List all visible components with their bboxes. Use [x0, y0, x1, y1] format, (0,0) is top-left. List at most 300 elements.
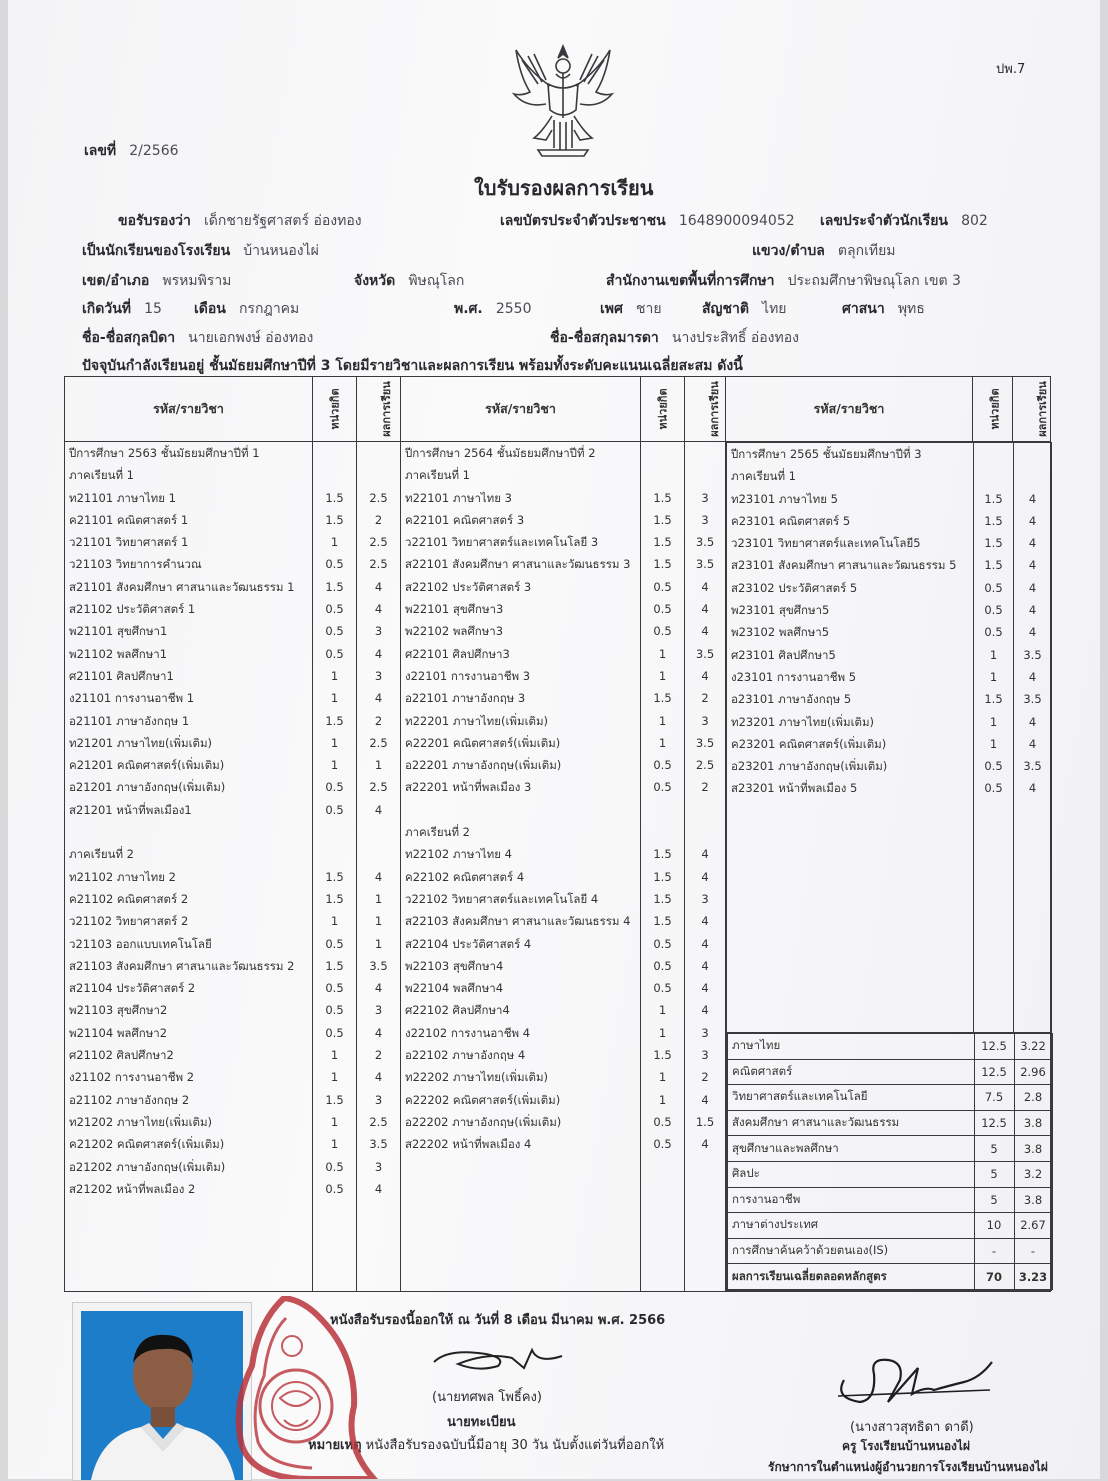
- course-name: ง23101 การงานอาชีพ 5: [731, 669, 857, 684]
- credits-header-1: หน่วยกิต: [313, 377, 357, 442]
- year3-row: [727, 443, 1052, 1033]
- course-grade: 4: [1028, 781, 1037, 796]
- course-credits: 0.5: [325, 802, 344, 817]
- school-line: [82, 240, 319, 262]
- course-credits: 1: [330, 1070, 339, 1085]
- course-name: ส23201 หน้าที่พลเมือง 5: [731, 781, 858, 796]
- course-grade: 2: [374, 713, 383, 728]
- course-grade: 4: [1028, 714, 1037, 729]
- director-title2: รักษาการในตำแหน่งผู้อำนวยการโรงเรียนบ้านหนองไผ่: [768, 1460, 1048, 1474]
- school-seal-icon: [224, 1296, 394, 1479]
- school-value: บ้านหนองไผ่: [243, 243, 319, 259]
- course-name: อ22202 ภาษาอังกฤษ(เพิ่มเติม): [405, 1114, 562, 1129]
- course-name: ส23101 สังคมศึกษา ศาสนาและวัฒนธรรม 5: [731, 558, 957, 573]
- course-name: ว21101 วิทยาศาสตร์ 1: [69, 535, 189, 550]
- course-name: ค22202 คณิตศาสตร์(เพิ่มเติม): [405, 1092, 561, 1107]
- course-name: ภาคเรียนที่ 2: [69, 847, 134, 862]
- course-credits: 1: [658, 646, 667, 661]
- course-grade: 1: [374, 891, 383, 906]
- summary-subject: สุขศึกษาและพลศึกษา: [728, 1136, 975, 1162]
- course-grade: [685, 799, 725, 821]
- id-card-line: [500, 210, 795, 232]
- course-credits: 1.5: [984, 491, 1003, 506]
- course-grade: 4: [1028, 625, 1037, 640]
- course-grade: [685, 821, 725, 843]
- course-credits: 0.5: [653, 981, 672, 996]
- course-credits: 1.5: [653, 847, 672, 862]
- course-name: ส22102 ประวัติศาสตร์ 3: [405, 579, 532, 594]
- course-credits: 1: [330, 1048, 339, 1063]
- year3-subjects: [727, 443, 974, 1033]
- course-name: พ23101 สุขศึกษา5: [731, 603, 830, 618]
- summary-row: [728, 1110, 1053, 1136]
- course-grade: 3: [374, 1003, 383, 1018]
- province-value: พิษณุโลก: [408, 273, 465, 289]
- birth-day-label: เกิดวันที่: [82, 301, 132, 317]
- course-grade: 2.5: [369, 735, 388, 750]
- course-grade: 4: [701, 1003, 709, 1018]
- summary-credits: 10: [975, 1213, 1015, 1239]
- summary-subject: การศึกษาค้นคว้าด้วยตนเอง(IS): [728, 1238, 975, 1264]
- course-credits: 1: [330, 735, 339, 750]
- course-credits: 1.5: [325, 958, 344, 973]
- course-name: ง21102 การงานอาชีพ 2: [69, 1070, 195, 1085]
- mother-line: [550, 327, 799, 349]
- student-no-value: 802: [961, 213, 988, 229]
- year1-grades: [357, 442, 401, 1292]
- course-name: อ22102 ภาษาอังกฤษ 4: [405, 1048, 526, 1063]
- course-grade: 4: [1028, 580, 1037, 595]
- course-credits: 1: [658, 1025, 667, 1040]
- nationality-value: ไทย: [762, 301, 787, 317]
- form-code: ปพ.7: [996, 62, 1026, 77]
- course-name: ว21103 ออกแบบเทคโนโลยี: [69, 936, 212, 951]
- course-grade: [357, 821, 400, 843]
- course-name: พ22104 พลศึกษา4: [405, 981, 504, 996]
- course-grade: 1: [374, 758, 383, 773]
- course-name: พ21103 สุขศึกษา2: [69, 1003, 168, 1018]
- course-grade: 4: [701, 914, 709, 929]
- course-name: ภาคเรียนที่ 2: [405, 825, 470, 840]
- course-name: ค21202 คณิตศาสตร์(เพิ่มเติม): [69, 1137, 225, 1152]
- course-credits: 1.5: [653, 869, 672, 884]
- course-grade: 2: [374, 512, 383, 527]
- course-credits: 1: [658, 735, 667, 750]
- course-grade: 4: [374, 869, 383, 884]
- course-grade: 4: [374, 1070, 383, 1085]
- course-credits: 0.5: [653, 624, 672, 639]
- course-grade: 3.5: [695, 557, 715, 572]
- note-label: หมายเหตุ: [308, 1438, 362, 1453]
- course-name: พ21101 สุขศึกษา1: [69, 624, 168, 639]
- course-grade: [357, 464, 400, 486]
- course-name: ภาคเรียนที่ 1: [405, 468, 470, 483]
- course-grade: 3: [701, 1048, 709, 1063]
- course-grade: 3.5: [695, 535, 715, 550]
- course-credits: 1.5: [325, 869, 344, 884]
- course-credits: 1.5: [325, 891, 344, 906]
- course-name: ส23102 ประวัติศาสตร์ 5: [731, 580, 858, 595]
- course-credits: 1: [330, 535, 339, 550]
- course-credits: 1: [989, 647, 998, 662]
- course-grade: 4: [374, 602, 383, 617]
- school-label: เป็นนักเรียนของโรงเรียน: [82, 243, 231, 259]
- course-name: อ21101 ภาษาอังกฤษ 1: [69, 713, 190, 728]
- year2-grades: [685, 442, 726, 1292]
- director-signature-icon: [830, 1350, 1000, 1410]
- course-name: อ22201 ภาษาอังกฤษ(เพิ่มเติม): [405, 758, 562, 773]
- course-grade: 3.5: [1023, 647, 1042, 662]
- course-name: ง22102 การงานอาชีพ 4: [405, 1025, 531, 1040]
- course-credits: 0.5: [653, 602, 672, 617]
- course-name: ศ22101 ศิลปศึกษา3: [405, 646, 510, 661]
- course-name: ศ22102 ศิลปศึกษา4: [405, 1003, 510, 1018]
- summary-credits: 5: [975, 1187, 1015, 1213]
- course-credits: 1: [989, 714, 998, 729]
- course-grade: 4: [1028, 669, 1037, 684]
- course-credits: 1.5: [984, 558, 1003, 573]
- course-grade: 3: [374, 668, 383, 683]
- summary-subject: การงานอาชีพ: [728, 1187, 975, 1213]
- course-name: พ23102 พลศึกษา5: [731, 625, 830, 640]
- student-no-label: เลขประจำตัวนักเรียน: [820, 213, 949, 229]
- mother-value: นางประสิทธิ์ อ่องทอง: [671, 330, 799, 346]
- course-grade: 3: [701, 490, 709, 505]
- student-no-line: [820, 210, 988, 232]
- summary-credits: 7.5: [975, 1085, 1015, 1111]
- course-credits: 1.5: [653, 490, 672, 505]
- course-name: ส21104 ประวัติศาสตร์ 2: [69, 981, 196, 996]
- certify-label: ขอรับรองว่า: [118, 213, 191, 229]
- summary-subject: ศิลปะ: [728, 1161, 975, 1187]
- course-credits: 1: [330, 1114, 339, 1129]
- course-grade: 2: [374, 1048, 383, 1063]
- subject-header-1: รหัส/รายวิชา: [65, 377, 313, 442]
- course-name: ค21102 คณิตศาสตร์ 2: [69, 891, 189, 906]
- course-grade: 3: [374, 1092, 383, 1107]
- course-name: ปีการศึกษา 2563 ชั้นมัธยมศึกษาปีที่ 1: [69, 446, 260, 460]
- summary-gpa: 3.2: [1015, 1161, 1053, 1187]
- course-name: พ21104 พลศึกษา2: [69, 1025, 168, 1040]
- course-credits: 0.5: [984, 781, 1003, 796]
- summary-row: [728, 1187, 1053, 1213]
- course-credits: 0.5: [653, 579, 672, 594]
- course-credits: 0.5: [653, 758, 672, 773]
- summary-row: [728, 1085, 1053, 1111]
- course-name: ส22103 สังคมศึกษา ศาสนาและวัฒนธรรม 4: [405, 914, 631, 929]
- sex-line: [600, 298, 662, 320]
- year1-credits: [313, 442, 357, 1292]
- grade-header-2: ผลการเรียน: [685, 377, 726, 442]
- course-credits: [313, 442, 356, 464]
- course-credits: 1.5: [653, 691, 672, 706]
- birth-year-line: [454, 298, 532, 320]
- course-grade: 3.5: [1023, 759, 1042, 774]
- current-statement: ปัจจุบันกำลังเรียนอยู่ ชั้นมัธยมศึกษาปีที่ 3 โดยมีรายวิชาและผลการเรียน พร้อมทั้งระดับคะแนนเฉลี่ยสะสม ดังนี้: [82, 358, 743, 374]
- course-grade: [357, 843, 400, 865]
- course-name: ท22201 ภาษาไทย(เพิ่มเติม): [405, 713, 549, 728]
- course-name: ว23101 วิทยาศาสตร์และเทคโนโลยี5: [731, 536, 921, 551]
- course-name: ค23101 คณิตศาสตร์ 5: [731, 513, 851, 528]
- course-grade: 3: [701, 891, 709, 906]
- course-name: ส21101 สังคมศึกษา ศาสนาและวัฒนธรรม 1: [69, 579, 295, 594]
- photo-background: [81, 1311, 243, 1480]
- course-credits: 0.5: [653, 780, 672, 795]
- course-name: ส22104 ประวัติศาสตร์ 4: [405, 936, 532, 951]
- course-name: ค22102 คณิตศาสตร์ 4: [405, 869, 525, 884]
- course-credits: 1.5: [653, 557, 672, 572]
- course-credits: 0.5: [325, 936, 344, 951]
- subdistrict-value: ตลุกเทียม: [837, 243, 896, 259]
- course-name: ภาคเรียนที่ 1: [69, 468, 134, 483]
- summary-credits: 12.5: [975, 1059, 1015, 1085]
- course-grade: 2.5: [369, 535, 388, 550]
- sex-value: ชาย: [636, 301, 662, 317]
- subject-header-3: รหัส/รายวิชา: [726, 377, 973, 442]
- course-name: พ21102 พลศึกษา1: [69, 646, 168, 661]
- subdistrict-line: [752, 240, 896, 262]
- grades-table: [64, 376, 1051, 1292]
- course-grade: 2.5: [695, 758, 715, 773]
- registrar-signature-icon: [428, 1340, 568, 1376]
- course-credits: 1: [330, 1137, 339, 1152]
- summary-gpa: 3.8: [1015, 1136, 1053, 1162]
- course-grade: 1: [374, 936, 383, 951]
- course-grade: 4: [701, 981, 709, 996]
- summary-subject: วิทยาศาสตร์และเทคโนโลยี: [728, 1085, 975, 1111]
- course-name: ส21201 หน้าที่พลเมือง1: [69, 802, 192, 817]
- course-name: ส21202 หน้าที่พลเมือง 2: [69, 1181, 196, 1196]
- course-name: อ21202 ภาษาอังกฤษ(เพิ่มเติม): [69, 1159, 226, 1174]
- course-credits: 1: [658, 668, 667, 683]
- district-label: เขต/อำเภอ: [82, 273, 150, 289]
- course-credits: 1.5: [325, 512, 344, 527]
- course-credits: 0.5: [984, 580, 1003, 595]
- course-credits: 0.5: [325, 780, 344, 795]
- course-grade: 3: [374, 1159, 383, 1174]
- summary-table: [727, 1033, 1053, 1290]
- course-name: ท22202 ภาษาไทย(เพิ่มเติม): [405, 1070, 549, 1085]
- course-grade: 3.5: [695, 735, 715, 750]
- year2-subjects: [401, 442, 641, 1292]
- note-text: หนังสือรับรองฉบับนี้มีอายุ 30 วัน นับตั้งแต่วันที่ออกให้: [365, 1438, 665, 1453]
- director-title1: ครู โรงเรียนบ้านหนองไผ่: [842, 1439, 970, 1453]
- course-credits: 0.5: [325, 1159, 344, 1174]
- course-grade: [685, 464, 725, 486]
- course-grade: 2: [701, 780, 709, 795]
- course-credits: [313, 464, 356, 486]
- religion-label: ศาสนา: [842, 301, 885, 317]
- course-grade: 2.5: [369, 780, 388, 795]
- grade-header-3: ผลการเรียน: [1013, 377, 1051, 442]
- course-credits: 0.5: [325, 557, 344, 572]
- course-grade: 4: [1028, 603, 1037, 618]
- religion-line: [842, 298, 925, 320]
- course-grade: 4: [701, 1092, 709, 1107]
- course-name: ว22101 วิทยาศาสตร์และเทคโนโลยี 3: [405, 535, 599, 550]
- course-credits: 0.5: [325, 624, 344, 639]
- credits-header-2: หน่วยกิต: [641, 377, 685, 442]
- course-credits: 1.5: [653, 891, 672, 906]
- course-grade: 4: [1028, 491, 1037, 506]
- certify-line: [118, 210, 362, 232]
- course-credits: 0.5: [653, 1114, 672, 1129]
- birth-day-value: 15: [144, 301, 162, 317]
- summary-row: [728, 1238, 1053, 1264]
- course-name: อ21201 ภาษาอังกฤษ(เพิ่มเติม): [69, 780, 226, 795]
- course-credits: 1: [989, 669, 998, 684]
- doc-number-value: 2/2566: [129, 143, 179, 159]
- course-credits: 1.5: [653, 512, 672, 527]
- course-grade: 3: [374, 624, 383, 639]
- nationality-label: สัญชาติ: [702, 301, 749, 317]
- year1-subjects: [65, 442, 313, 1292]
- summary-subject: ผลการเรียนเฉลี่ยตลอดหลักสูตร: [728, 1264, 975, 1290]
- course-name: ง21101 การงานอาชีพ 1: [69, 691, 195, 706]
- course-grade: 4: [374, 981, 383, 996]
- course-grade: 4: [701, 847, 709, 862]
- summary-row: [727, 1033, 1052, 1291]
- sex-label: เพศ: [600, 301, 623, 317]
- course-grade: [1014, 465, 1051, 487]
- course-grade: 4: [701, 602, 709, 617]
- id-card-label: เลขบัตรประจำตัวประชาชน: [500, 213, 666, 229]
- course-name: พ22102 พลศึกษา3: [405, 624, 504, 639]
- birth-month-value: กรกฎาคม: [238, 301, 300, 317]
- father-label: ชื่อ-ชื่อสกุลบิดา: [82, 330, 176, 346]
- course-name: ศ23101 ศิลปศึกษา5: [731, 647, 836, 662]
- subject-header-2: รหัส/รายวิชา: [401, 377, 641, 442]
- course-credits: [641, 821, 684, 843]
- summary-gpa: 2.8: [1015, 1085, 1053, 1111]
- student-portrait-icon: [81, 1311, 243, 1480]
- course-grade: 3.5: [369, 958, 388, 973]
- course-name: ศ21102 ศิลปศึกษา2: [69, 1048, 174, 1063]
- course-credits: 1.5: [984, 513, 1003, 528]
- course-credits: 1: [330, 758, 339, 773]
- summary-gpa: 2.67: [1015, 1213, 1053, 1239]
- area-office-line: [606, 270, 961, 292]
- course-name: ส21103 สังคมศึกษา ศาสนาและวัฒนธรรม 2: [69, 958, 295, 973]
- summary-gpa: 3.23: [1015, 1264, 1053, 1290]
- summary-gpa: 3.8: [1015, 1187, 1053, 1213]
- birth-month-label: เดือน: [194, 301, 226, 317]
- religion-value: พุทธ: [897, 301, 925, 317]
- course-credits: 1: [330, 914, 339, 929]
- course-grade: 4: [701, 624, 709, 639]
- credits-header-3: หน่วยกิต: [973, 377, 1013, 442]
- course-name: ว22102 วิทยาศาสตร์และเทคโนโลยี 4: [405, 891, 599, 906]
- area-office-label: สำนักงานเขตพื้นที่การศึกษา: [606, 273, 775, 289]
- summary-gpa: 3.8: [1015, 1110, 1053, 1136]
- course-name: ท22101 ภาษาไทย 3: [405, 490, 512, 505]
- birth-month-line: [194, 298, 299, 320]
- registrar-title: นายทะเบียน: [447, 1415, 516, 1430]
- summary-credits: 12.5: [975, 1110, 1015, 1136]
- course-name: ค23201 คณิตศาสตร์(เพิ่มเติม): [731, 736, 887, 751]
- summary-gpa: 2.96: [1015, 1059, 1053, 1085]
- course-grade: 4: [374, 1025, 383, 1040]
- course-credits: [641, 799, 684, 821]
- course-name: ปีการศึกษา 2564 ชั้นมัธยมศึกษาปีที่ 2: [405, 446, 596, 460]
- course-credits: 1: [658, 1003, 667, 1018]
- father-line: [82, 327, 313, 349]
- course-name: อ23101 ภาษาอังกฤษ 5: [731, 692, 852, 707]
- year3-table: [726, 442, 1052, 1291]
- course-grade: 4: [701, 1137, 709, 1152]
- summary-subject: ภาษาต่างประเทศ: [728, 1213, 975, 1239]
- summary-row: [728, 1136, 1053, 1162]
- course-name: อ23201 ภาษาอังกฤษ(เพิ่มเติม): [731, 759, 888, 774]
- course-name: ส21102 ประวัติศาสตร์ 1: [69, 602, 196, 617]
- course-grade: [685, 442, 725, 464]
- course-grade: 3: [701, 512, 709, 527]
- course-credits: [974, 443, 1013, 465]
- summary-row: [728, 1161, 1053, 1187]
- course-name: ท21202 ภาษาไทย(เพิ่มเติม): [69, 1114, 213, 1129]
- doc-number-label: เลขที่: [84, 143, 117, 159]
- course-name: ส22101 สังคมศึกษา ศาสนาและวัฒนธรรม 3: [405, 557, 631, 572]
- summary-subject: สังคมศึกษา ศาสนาและวัฒนธรรม: [728, 1110, 975, 1136]
- year2-credits: [641, 442, 685, 1292]
- table-header-row: [65, 377, 1051, 442]
- course-credits: 1.5: [325, 713, 344, 728]
- course-credits: 0.5: [325, 646, 344, 661]
- course-grade: 4: [374, 802, 383, 817]
- course-grade: 4: [374, 1181, 383, 1196]
- course-name: ค21101 คณิตศาสตร์ 1: [69, 512, 189, 527]
- course-name: ภาคเรียนที่ 1: [731, 469, 796, 484]
- course-grade: 4: [374, 691, 383, 706]
- course-name: ว21103 วิทยาการคำนวณ: [69, 557, 202, 572]
- course-credits: 1: [658, 713, 667, 728]
- student-name: เด็กชายรัฐศาสตร์ อ่องทอง: [203, 213, 362, 229]
- course-credits: 0.5: [984, 603, 1003, 618]
- area-office-value: ประถมศึกษาพิษณุโลก เขต 3: [787, 273, 961, 289]
- grade-header-1: ผลการเรียน: [357, 377, 401, 442]
- province-line: [354, 270, 464, 292]
- birth-day-line: [82, 298, 162, 320]
- course-credits: [974, 465, 1013, 487]
- course-name: ส22201 หน้าที่พลเมือง 3: [405, 780, 532, 795]
- subdistrict-label: แขวง/ตำบล: [752, 243, 825, 259]
- course-grade: 4: [1028, 736, 1037, 751]
- course-credits: 1.5: [325, 579, 344, 594]
- course-credits: 1.5: [653, 1048, 672, 1063]
- director-name: (นางสาวสุทธิดา ดาดี): [850, 1420, 974, 1435]
- garuda-emblem-icon: [508, 40, 618, 162]
- course-name: ท21101 ภาษาไทย 1: [69, 490, 176, 505]
- course-grade: 4: [1028, 536, 1037, 551]
- district-value: พรหมพิราม: [162, 273, 232, 289]
- doc-number: [84, 140, 179, 162]
- course-credits: 1: [330, 668, 339, 683]
- course-credits: 1.5: [984, 536, 1003, 551]
- course-grade: 1.5: [695, 1114, 715, 1129]
- year3-and-summary: [726, 442, 1051, 1292]
- summary-row: [728, 1213, 1053, 1239]
- birth-year-value: 2550: [495, 301, 532, 317]
- course-credits: 1.5: [653, 914, 672, 929]
- summary-subject: ภาษาไทย: [728, 1034, 975, 1060]
- course-credits: 0.5: [653, 1137, 672, 1152]
- course-name: ศ21101 ศิลปศึกษา1: [69, 668, 174, 683]
- course-name: ง22101 การงานอาชีพ 3: [405, 668, 531, 683]
- province-label: จังหวัด: [354, 273, 396, 289]
- course-grade: [357, 442, 400, 464]
- course-name: อ22101 ภาษาอังกฤษ 3: [405, 691, 526, 706]
- summary-gpa: 3.22: [1015, 1034, 1053, 1060]
